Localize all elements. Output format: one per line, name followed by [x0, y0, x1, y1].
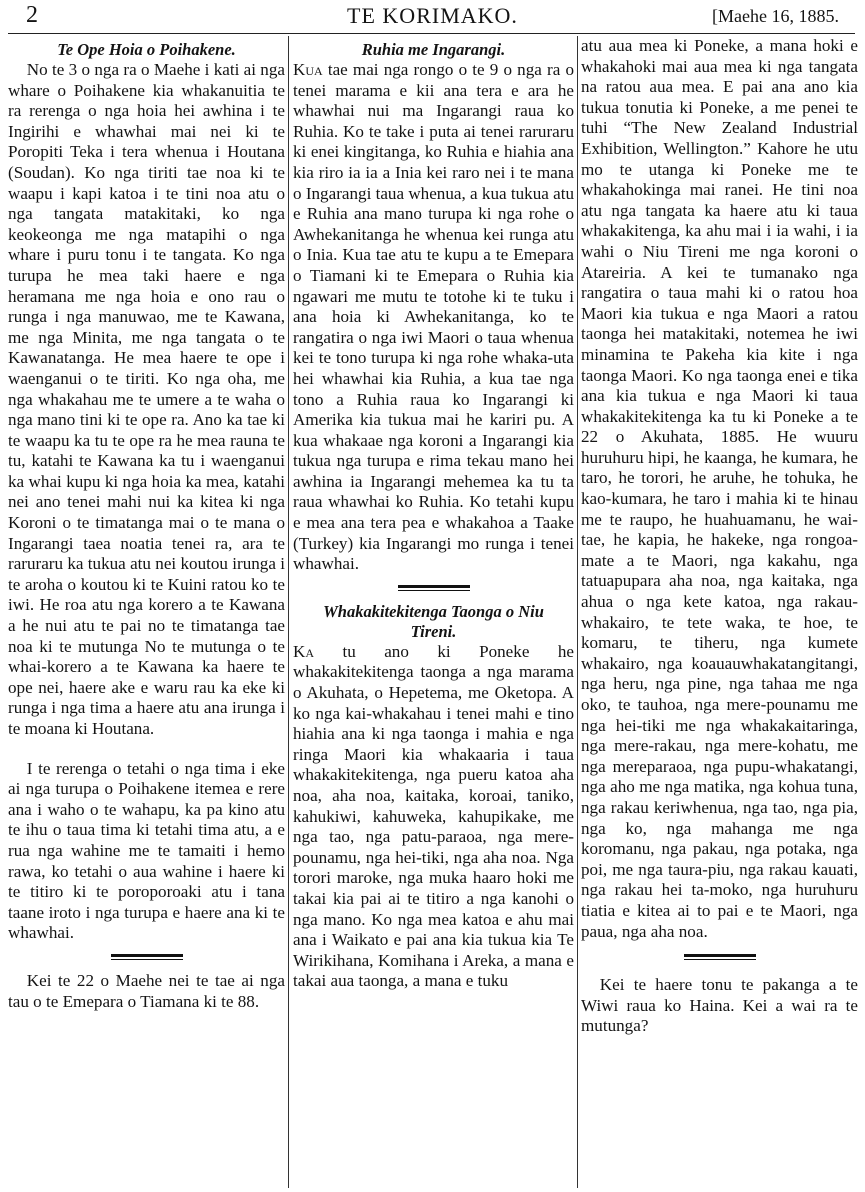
article-heading-ruhia: Ruhia me Ingarangi.	[361, 40, 506, 59]
article-paragraph	[293, 60, 574, 575]
paragraph-text: tu ano ki Poneke he whakakitekitenga taonga a nga marama o Akuhata, o Hepetema, me Oketopa. A ko nga kai-whakahau i tenei mahi e tino hiahia ana ki nga taonga i mahia e nga ringa Maori kia whakaaria i taua whakakitekitenga, nga pueru katoa aha noa, aha noa, kaitaka, koroai, taniko, kahukiwi, kahuweka, kahupikake, me nga tao, nga patu-paraoa, nga mere-pounamu, nga hei-tiki, nga aha noa. Nga torori maroke, nga muka haaro hoki me takai kia pai ai te titiro a nga kanohi o nga mano. Ko nga mea katoa e ahu mai ana i Waikato e pai ana kia tukua kia Te Wirikihana, Komihana i Areka, a mana e takai aua taonga, a mana e tuku	[293, 641, 574, 991]
page-header	[0, 0, 865, 34]
news-brief: Kei te 22 o Maehe nei te tae ai nga tau o te Emepara o Tiamana ki te 88.	[8, 970, 285, 1011]
page-number: 2	[26, 2, 38, 28]
issue-date: [Maehe 16, 1885.	[712, 6, 839, 26]
newspaper-title: TE KORIMAKO.	[347, 3, 518, 28]
lead-word: Ka	[293, 641, 315, 661]
section-separator	[111, 954, 183, 961]
article-paragraph	[293, 642, 574, 992]
article-heading-exhibition: Whakakitekitenga Taonga o Niu Tireni.	[323, 601, 544, 641]
section-separator	[398, 585, 470, 592]
news-brief: Kei te haere tonu te pakanga a te Wiwi raua ko Haina. Kei a wai ra te mutunga?	[581, 975, 858, 1036]
column-divider-2	[577, 36, 578, 1188]
header-rule	[8, 33, 855, 34]
column-2	[293, 40, 574, 992]
column-divider-1	[288, 36, 289, 1188]
column-1	[8, 40, 285, 1012]
article-paragraph: No te 3 o nga ra o Maehe i kati ai nga whare o Poihakene kia whakanuitia te ra rerenga o nga hoia hei awhina i te Ingirihi e whawhai mai nei ki te Poropiti Teka i tera whenua i Houtana (Soudan). Ko nga tiriti tae noa ki te waapu i kapi katoa i te tini noa atu o nga tangata matakitaki, ko nga keokeonga me nga matapihi o nga whare i puru tonu i te tangata. Ko nga turupa he mea taki haere e nga heramana me nga hoia e ono rau o runga i nga manuwao, me te Kawana, me nga Minita, me nga tangata o te Kawanatanga. He mea haere te ope i waenganui o te tiriti. Ko nga oha, me nga whakahau me te umere a te waha o nga mano tini ki te ope ra. Ano ka tae ki te waapu ka tu te ope ra he mea rauna te tu, katahi te Kawana ka tu i waenganui ka whai kupu ki nga hoia ka mea, katahi nei ano tenei mahi nui ka kitea ki nga Koroni o te timatanga mai o te mana o Ingarangi taea noatia tenei ra, ara te raruraru ka tukua atu nei koutou irunga i te aroha o koutou ki te Kuini ratou ko te iwi. He roa atu nga korero a te Kawana a he nui atu te pai no te timatanga tae noa ki te mutunga No te mutunga o te whai-korero a te Kawana ka haere te ope nei, haere ake e waru rau ka eke ki runga i nga tima a haere atu ana irunga i te moana ki Houtana.	[8, 60, 285, 738]
paragraph-text: tae mai nga rongo o te 9 o nga ra o tenei marama e kii ana tera e ara he whawhai nui ma Ingarangi raua ko Ruhia. Ko te take i puta ai tenei raruraru ki enei kingitanga, ko Ruhia e hiahia ana kia riro ia ia a Inia kei raro nei i te mana o Ingarangi taua whenua, a kua tukua atu e Ruhia ana mano turupa ki nga rohe o Awhekanitanga he whenua kei runga atu o Inia. Kua tae atu te kupu a te Emepara o Tiamani ki te Emepara o Ruhia kia ngawari me mutu te totohe ki te tuku i ana hoia ki Awhekanitanga, ko te rangatira o nga iwi Maori o taua whenua kei te tono turupa ki nga rohe whaka-uta hei whawhai kia Ruhia, a kua tae nga tono a Ruhia raua ko Ingarangi ki Amerika kia tukua mai he kariri pu. A kua whakaae nga koroni a Ingarangi kia tukua nga turupa e rima tekau mano hei awhina ia Ingarangi mehemea ka tu ta raua whawhai ko Ruhia. Ko tetahi kupu e mea ana tera pea e whakahoa a Taake (Turkey) kia Ingarangi mo runga i tenei whawhai.	[293, 60, 574, 574]
article-paragraph-continued: atu aua mea ki Poneke, a mana hoki e whakahoki mai aua mea ki nga tangata na ratou aua mea. E pai ana ano kia tukua tonutia ki Poneke, a me penei te tuhi “The New Zealand Industrial Exhibition, Wellington.” Kahore he utu mo te utanga ki Poneke me te whakahokinga mai ranei. He tini noa atu nga tangata ka haere atu ki taua whakakitenga, ka ahu mai i ia wahi, i ia wahi o Niu Tireni me nga koroni o Atareiria. A kei te tumanako nga rangatira o taua mahi ki o ratou hoa Maori kia tukua e nga Maori a ratou taonga hei matakitaki, notemea he iwi minamina te Pakeha kia kite i nga taonga Maori. Ko nga taonga enei e tika ana kia tukua e nga Maori ki taua whakakitekitenga ka tu ki Poneke a te 22 o Akuhata, 1885. He wuuru huruhuru hipi, he kaanga, he kumara, he taro, he torori, he aruhe, he tohuka, he kao-kumara, he taro i mahia ki te hinau me te raupo, he huahuamanu, he wai-tae, he kapia, he hakeke, nga rongoa-mate a te Maori, nga kakahu, nga tatuapupara aha noa, nga kaitaka, nga ahua o nga kete katoa, nga rakau-whakairo, te tete waka, te hoe, te komaru, te tiheru, nga kumete whakairo, nga koauauwhakatangitangi, nga heru, nga pine, nga tahaa me nga oko, te tauhoa, nga mere-pounamu me nga hei-tiki me nga whakakaitaringa, nga mere-rakau, nga mere-kohatu, me nga mereparaoa, nga pupu-whakatangi, nga aho me nga matika, nga kohua tuna, nga rakau keriwhenua, nga tao, nga pia, nga ko, nga mahanga me nga koromanu, nga pakau, nga potaka, nga poi, me nga taura-piu, nga rakau kauati, nga rakau hei ta-moko, nga huruhuru tiatia e kitea ai to pai e te Maori, nga paua, nga aha noa.	[581, 36, 858, 941]
lead-word: Kua	[293, 60, 323, 79]
article-heading-poihakene: Te Ope Hoia o Poihakene.	[57, 40, 236, 59]
column-3	[581, 36, 858, 1037]
section-separator	[684, 954, 756, 961]
article-paragraph: I te rerenga o tetahi o nga tima i eke ai nga turupa o Poihakene itemea e rere ana i waho o te wahapu, ka pa kino atu te ihu o taua tima ki tetahi tima atu, a e rua nga wahine me te tamaiti i hemo rawa, ko tetahi o aua wahine i haere ki te titiro ki te poroporoaki atu i tana taane iroto i nga turupa e haere ana ki te whawhai.	[8, 758, 285, 943]
